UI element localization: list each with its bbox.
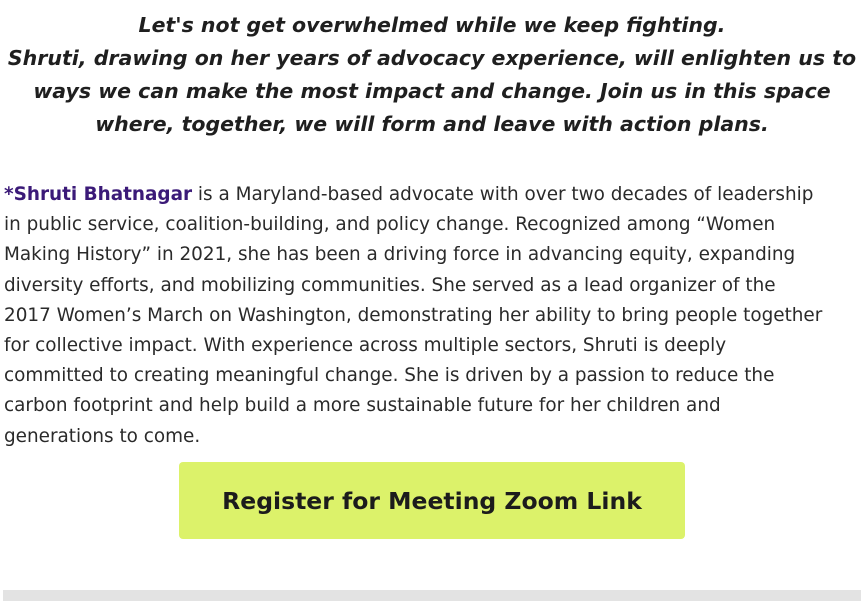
speaker-name: *Shruti Bhatnagar — [4, 184, 193, 205]
intro-message — [0, 9, 864, 141]
bio-text: is a Maryland-based advocate with over two decades of leadership — [192, 184, 814, 205]
register-zoom-button[interactable] — [179, 462, 685, 539]
register-zoom-button-label: Register for Meeting Zoom Link — [222, 486, 642, 515]
intro-line: where, together, we will form and leave with action plans. — [95, 112, 769, 136]
footer-divider — [3, 590, 861, 601]
bio-line: for collective impact. With experience across multiple sectors, Shruti is deeply — [4, 335, 727, 357]
bio-line: diversity efforts, and mobilizing communities. She served as a lead organizer of the — [4, 274, 776, 296]
bio-line: in public service, coalition-building, and policy change. Recognized among “Women — [4, 214, 776, 236]
bio-line: 2017 Women’s March on Washington, demonstrating her ability to bring people together — [4, 304, 823, 326]
speaker-bio — [4, 180, 860, 452]
intro-line: Let's not get overwhelmed while we keep fighting. — [138, 13, 726, 37]
bio-first-line — [4, 180, 860, 210]
bio-line: committed to creating meaningful change. She is driven by a passion to reduce the — [4, 365, 775, 387]
intro-line: ways we can make the most impact and change. Join us in this space — [33, 79, 831, 103]
intro-line: Shruti, drawing on her years of advocacy experience, will enlighten us to — [7, 46, 857, 70]
bio-line: carbon footprint and help build a more sustainable future for her children and — [4, 395, 721, 417]
bio-line: Making History” in 2021, she has been a driving force in advancing equity, expanding — [4, 244, 796, 266]
bio-line: generations to come. — [4, 425, 201, 447]
